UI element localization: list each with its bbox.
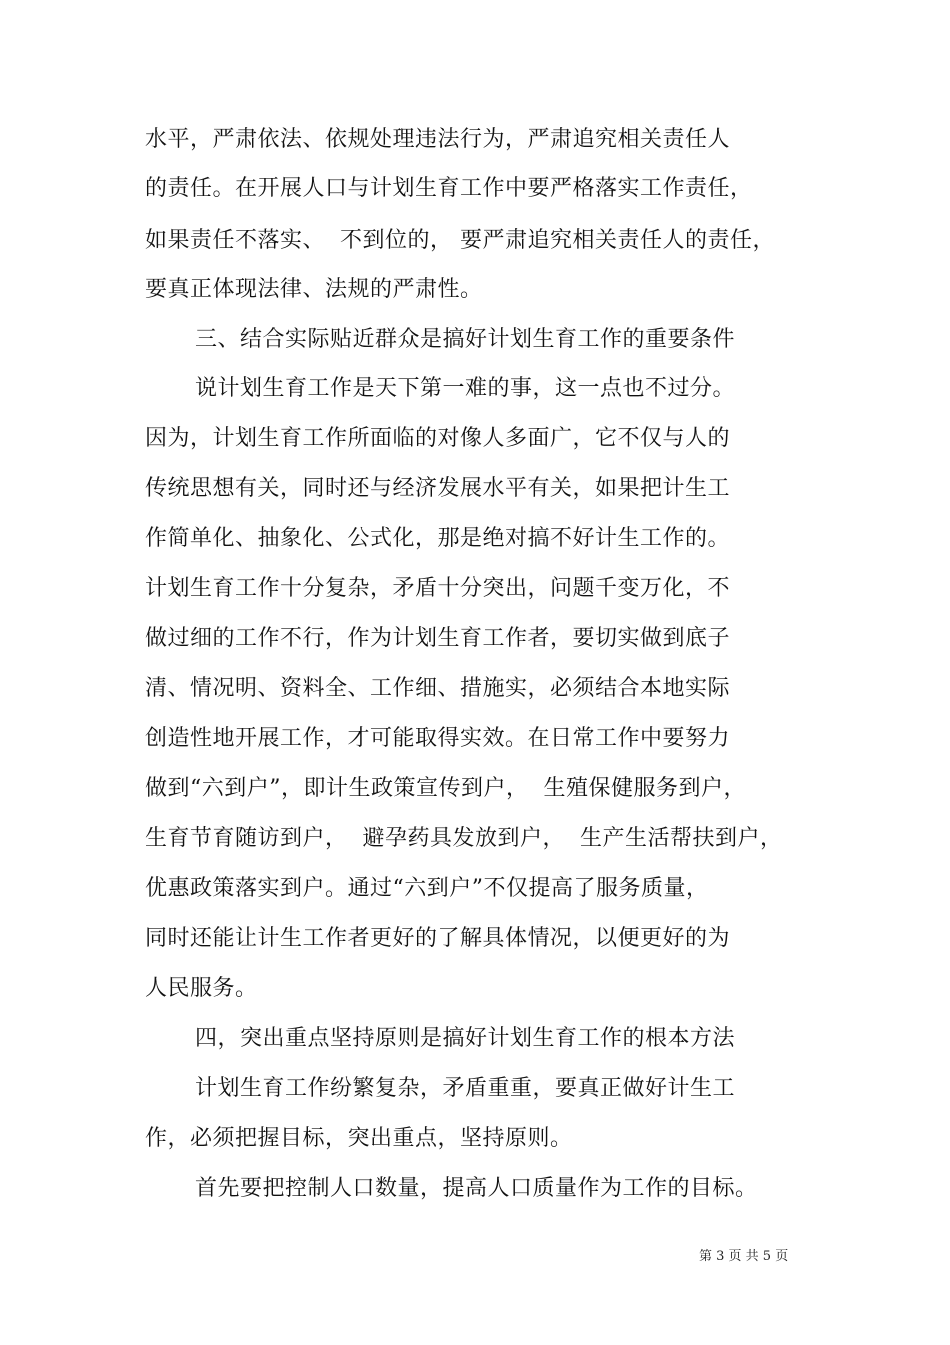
text-line: 因为，计划生育工作所面临的对像人多面广，它不仅与人的 [145, 426, 731, 451]
text-line: 如果责任不落实、 不到位的， 要严肃追究相关责任人的责任， [145, 228, 775, 253]
text-line: 优惠政策落实到户。通过“六到户”不仅提高了服务质量， [145, 876, 709, 901]
text-line: 作简单化、抽象化、公式化，那是绝对搞不好计生工作的。 [145, 526, 731, 551]
text-line: 首先要把控制人口数量，提高人口质量作为工作的目标。 [195, 1176, 758, 1201]
text-line: 说计划生育工作是天下第一难的事，这一点也不过分。 [195, 376, 736, 401]
text-line: 水平，严肃依法、依规处理违法行为，严肃追究相关责任人 [145, 127, 731, 152]
text-line: 作，必须把握目标，突出重点，坚持原则。 [145, 1126, 573, 1151]
text-line: 创造性地开展工作，才可能取得实效。在日常工作中要努力 [145, 726, 731, 751]
text-line: 人民服务。 [145, 976, 258, 1001]
text-line: 生育节育随访到户， 避孕药具发放到户， 生产生活帮扶到户， [145, 826, 783, 851]
section-heading: 三、结合实际贴近群众是搞好计划生育工作的重要条件 [195, 327, 736, 352]
section-heading: 四，突出重点坚持原则是搞好计划生育工作的根本方法 [195, 1026, 736, 1051]
text-line: 清、情况明、资料全、工作细、措施实，必须结合本地实际 [145, 676, 731, 701]
text-line: 做过细的工作不行，作为计划生育工作者，要切实做到底子 [145, 626, 731, 651]
text-line: 传统思想有关，同时还与经济发展水平有关，如果把计生工 [145, 476, 731, 501]
text-line: 的责任。在开展人口与计划生育工作中要严格落实工作责任， [145, 176, 753, 201]
page-number-footer: 第 3 页 共 5 页 [699, 1249, 789, 1264]
text-line: 同时还能让计生工作者更好的了解具体情况，以便更好的为 [145, 926, 731, 951]
text-line: 计划生育工作纷繁复杂，矛盾重重，要真正做好计生工 [195, 1076, 736, 1101]
text-line: 要真正体现法律、法规的严肃性。 [145, 277, 483, 302]
text-line: 做到“六到户”，即计生政策宣传到户， 生殖保健服务到户， [145, 776, 746, 801]
text-line: 计划生育工作十分复杂，矛盾十分突出，问题千变万化，不 [145, 576, 731, 601]
